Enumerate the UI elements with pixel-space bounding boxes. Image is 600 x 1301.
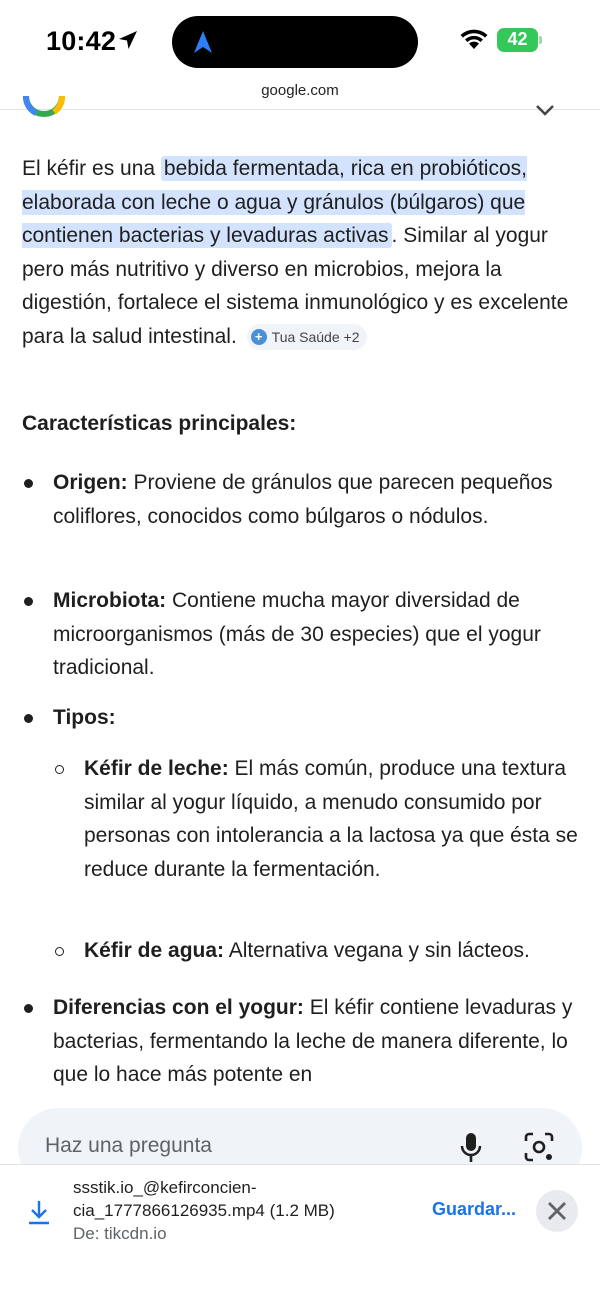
dynamic-island	[172, 16, 418, 68]
sublist-2	[22, 934, 582, 968]
dismiss-download-button[interactable]	[536, 1190, 578, 1232]
list-item-tipos	[22, 701, 582, 735]
item-label: Diferencias con el yogur:	[53, 996, 304, 1019]
bullet-dot	[24, 1004, 33, 1013]
download-filename-line2: cia_1777866126935.mp4 (1.2 MB)	[73, 1201, 335, 1220]
download-bar	[0, 1164, 600, 1301]
list-item-diferencias	[22, 991, 582, 1092]
answer-highlight: bebida fermentada, rica en probióticos, elaborada con leche o agua y gránulos (búlgaros) que contienen bacterias y levaduras activas	[22, 157, 527, 247]
answer-lead: El kéfir es una	[22, 157, 161, 180]
features-list	[22, 466, 582, 533]
bullet-dot	[24, 479, 33, 488]
item-label: Tipos:	[53, 706, 116, 729]
camera-search-icon[interactable]	[524, 1132, 554, 1162]
sub-bullet	[55, 947, 64, 956]
source-chip[interactable]	[247, 324, 368, 350]
answer-rest: . Similar al yogur pero más nutritivo y diverso en microbios, mejora la digestión, fortalece el sistema inmunológico y es excelente para la salud intestinal.	[22, 224, 569, 348]
features-list-3	[22, 701, 582, 735]
download-filename-line1: ssstik.io_@kefirconcien-	[73, 1178, 257, 1197]
status-bar	[0, 0, 600, 82]
subitem-label: Kéfir de leche:	[84, 757, 229, 780]
bullet-dot	[24, 714, 33, 723]
sublist-1	[22, 752, 582, 886]
sublist-item-kefir-leche	[22, 752, 582, 886]
ask-placeholder: Haz una pregunta	[45, 1134, 212, 1157]
battery-percent: 42	[507, 29, 528, 49]
close-icon[interactable]	[534, 104, 556, 118]
features-list-4	[22, 991, 582, 1092]
item-text: El kéfir contiene levaduras y bacterias, fermentando la leche de manera diferente, lo que lo hace más potente en	[53, 996, 573, 1086]
clock: 10:42	[46, 26, 117, 56]
sub-bullet	[55, 765, 64, 774]
subitem-text: El más común, produce una textura similar al yogur líquido, a menudo consumido por personas con intolerancia a la lactosa ya que ésta se reduce durante la fermentación.	[84, 757, 578, 881]
navigation-arrow-icon	[190, 29, 216, 55]
subitem-text: Alternativa vegana y sin lácteos.	[224, 939, 530, 962]
item-label: Microbiota:	[53, 589, 167, 612]
item-text: Contiene mucha mayor diversidad de microorganismos (más de 30 especies) que el yogur tradicional.	[53, 589, 541, 679]
download-source: De: tikcdn.io	[73, 1224, 167, 1243]
save-button[interactable]: Guardar...	[432, 1199, 517, 1219]
section-heading: Características principales:	[22, 412, 297, 435]
location-arrow-icon	[117, 29, 139, 51]
list-item-origen	[22, 466, 582, 533]
address-bar[interactable]	[0, 78, 600, 110]
sublist-item-kefir-agua	[22, 934, 582, 968]
download-icon	[27, 1199, 51, 1225]
features-list-2	[22, 584, 582, 685]
subitem-label: Kéfir de agua:	[84, 939, 225, 962]
list-item-microbiota	[22, 584, 582, 685]
ai-overview-logo-icon	[22, 96, 66, 126]
battery-indicator	[497, 28, 543, 52]
bullet-dot	[24, 597, 33, 606]
source-chip-label: Tua Saúde +2	[271, 328, 360, 345]
item-label: Origen:	[53, 471, 128, 494]
item-text: Proviene de gránulos que parecen pequeños coliflores, conocidos como búlgaros o nódulos.	[53, 471, 553, 528]
ai-answer-paragraph	[22, 152, 582, 353]
close-icon	[536, 1190, 578, 1232]
wifi-icon	[458, 27, 490, 51]
microphone-icon[interactable]	[460, 1132, 482, 1164]
url-text: google.com	[261, 82, 339, 99]
source-icon: +	[251, 329, 267, 345]
